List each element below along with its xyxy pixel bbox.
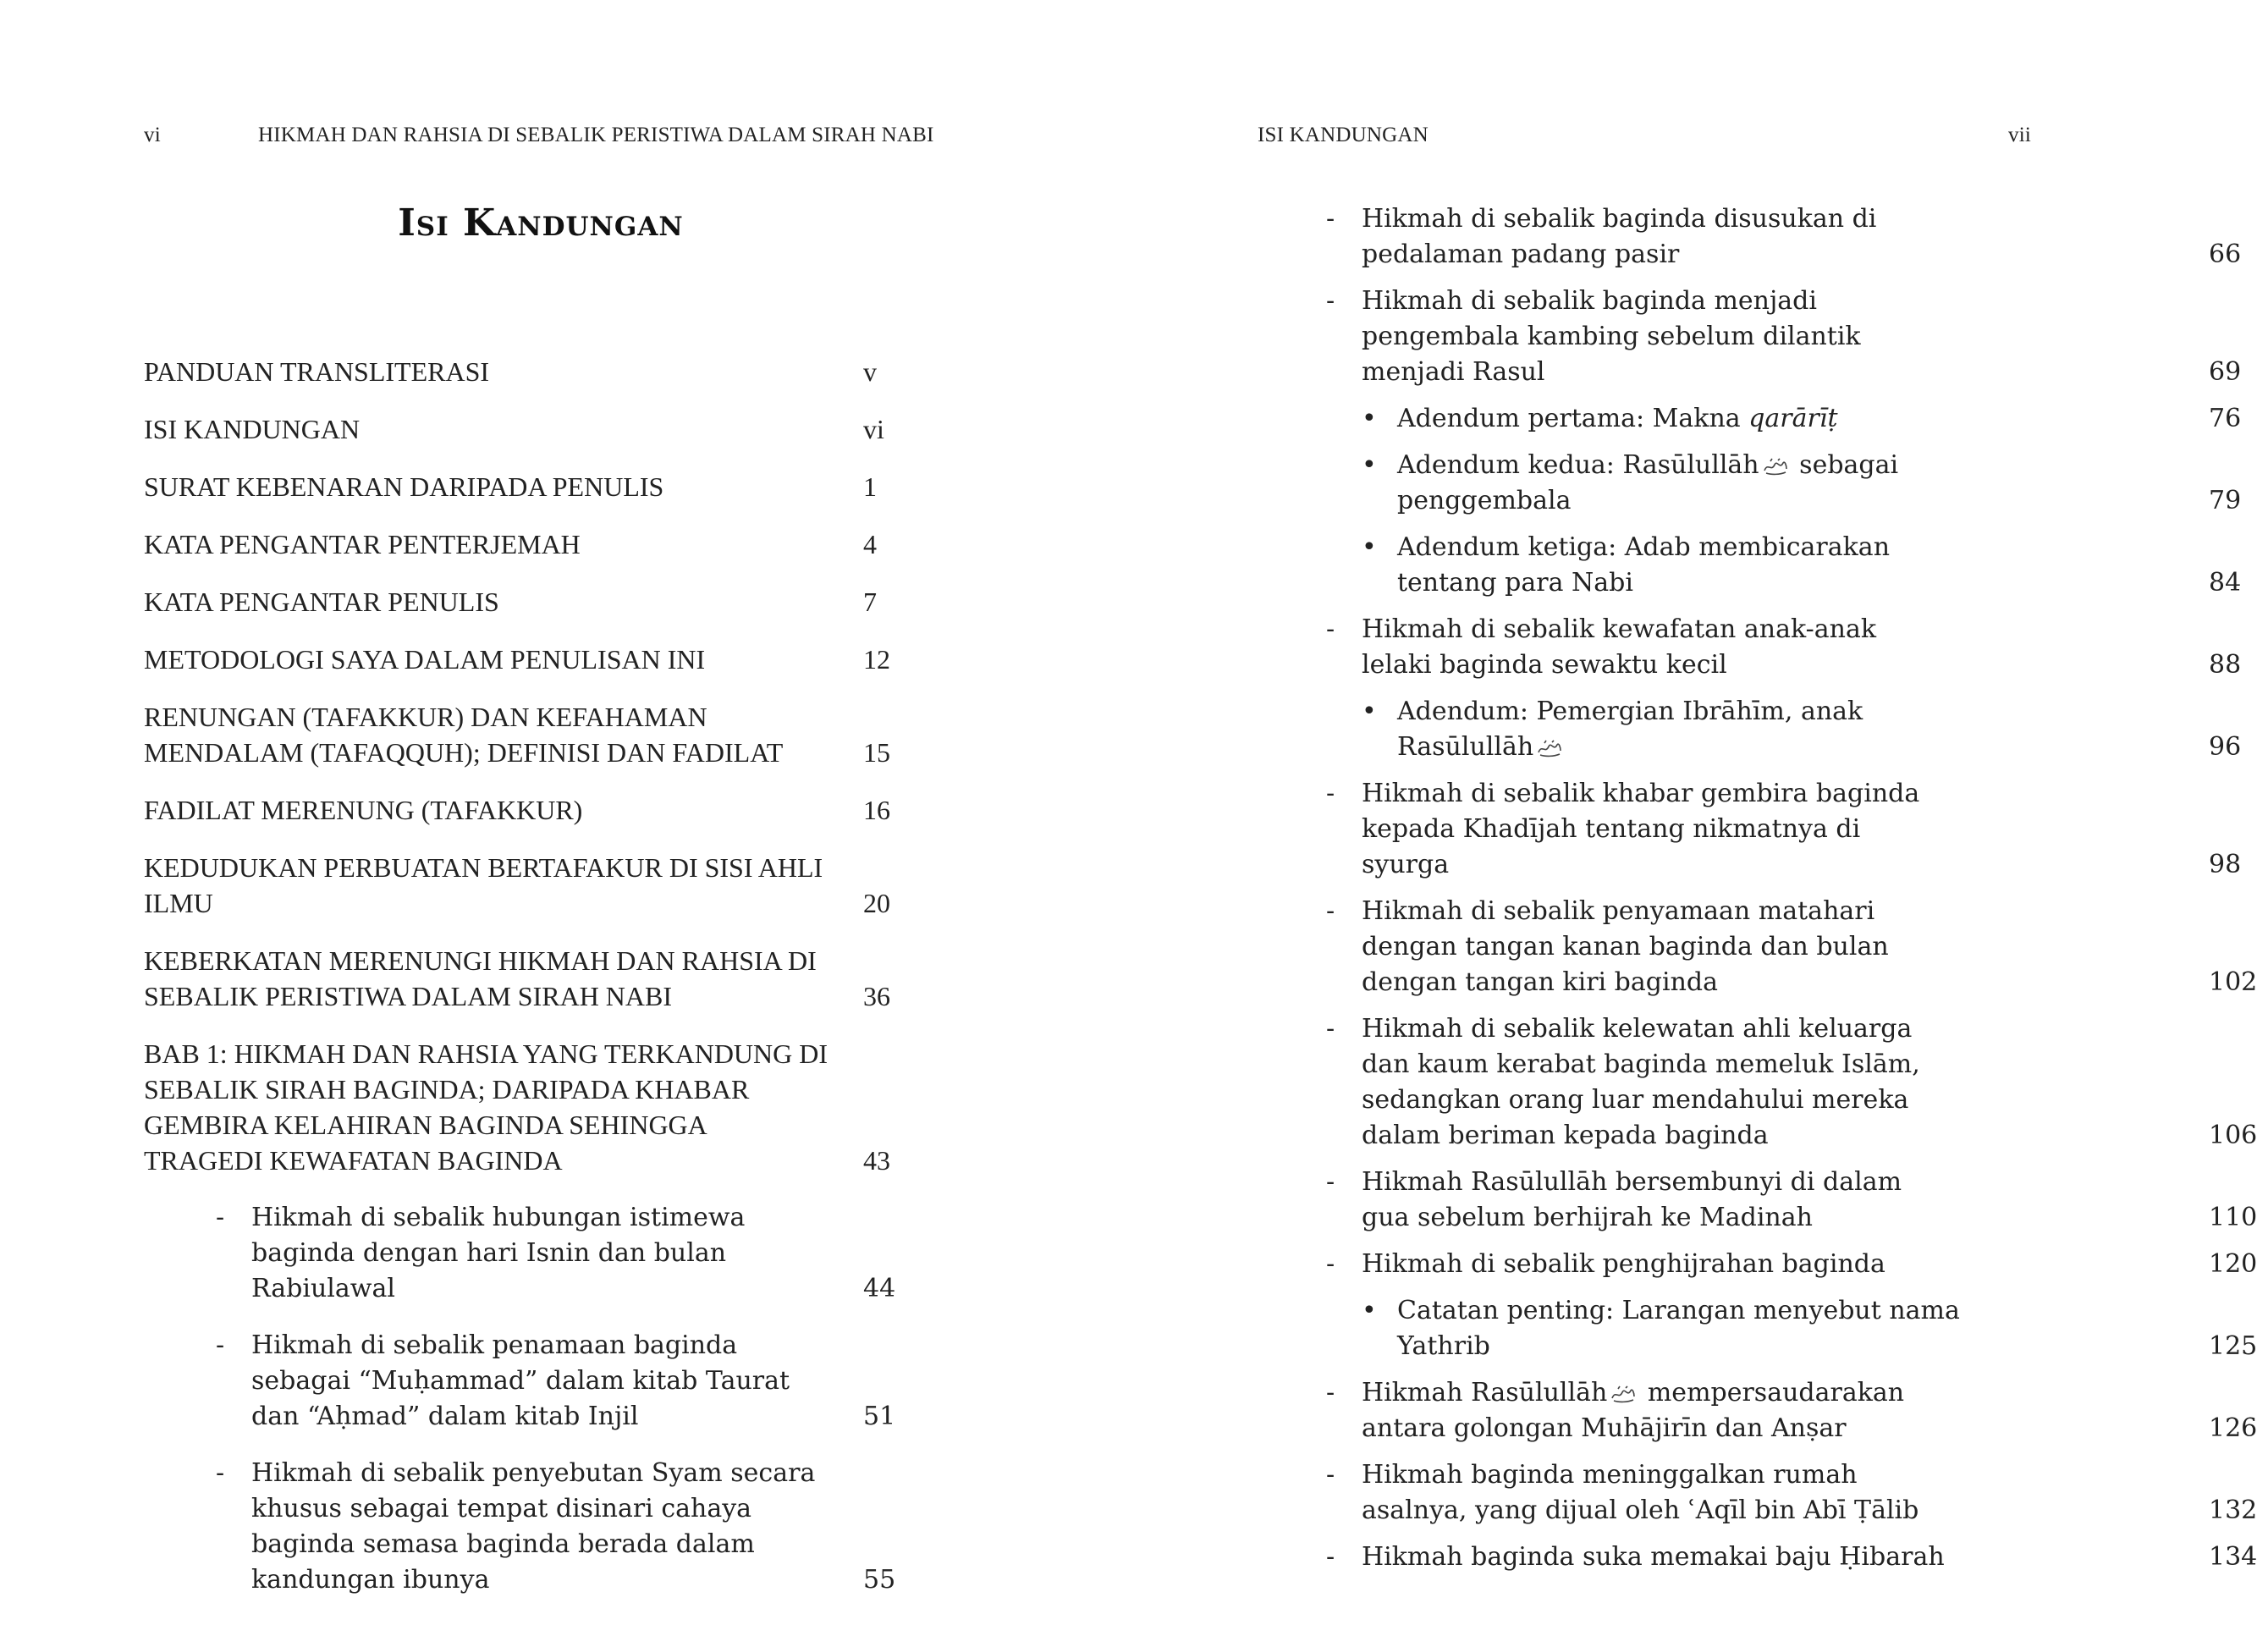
bullet-icon: • — [1362, 404, 1377, 433]
toc-entry[interactable] — [144, 850, 906, 921]
toc-entry-title — [1326, 1375, 1988, 1446]
dash-marker: - — [1326, 286, 1335, 316]
dash-marker: - — [216, 1330, 225, 1360]
toc-entry-title-part: Hikmah Rasūlullāh bersembunyi di dalam gua sebelum berhijrah ke Madinah — [1362, 1167, 1902, 1232]
toc-entry[interactable] — [144, 469, 906, 504]
toc-page-number: vi — [863, 414, 884, 444]
toc-entry-title: KATA PENGANTAR PENTERJEMAH — [144, 529, 581, 559]
toc-entry-title: ISI KANDUNGAN — [144, 414, 361, 444]
toc-page-number: 134 — [2209, 1542, 2258, 1572]
toc-page-number: 4 — [863, 529, 877, 559]
toc-entry-title — [1326, 284, 1988, 390]
dash-marker: - — [1326, 614, 1335, 644]
toc-entry-title: FADILAT MERENUNG (TAFAKKUR) — [144, 795, 583, 825]
toc-entry-title: RENUNGAN (TAFAKKUR) DAN KEFAHAMAN MENDALAM (TAFAQQUH); DEFINISI DAN FADILAT — [144, 702, 784, 768]
toc-page-number: 51 — [863, 1402, 896, 1431]
toc-entry[interactable] — [144, 411, 906, 447]
toc-entry[interactable] — [144, 1036, 906, 1178]
page-number: vii — [2008, 124, 2031, 146]
toc-page-number: 43 — [863, 1145, 890, 1176]
toc-entry[interactable] — [1326, 776, 2268, 883]
toc-page-number: 66 — [2209, 240, 2242, 269]
toc-entry[interactable] — [1326, 894, 2268, 1000]
dash-marker: - — [1326, 896, 1335, 926]
toc-entry-title — [1362, 1293, 2023, 1364]
dash-marker: - — [1326, 1014, 1335, 1044]
dash-marker: - — [216, 1203, 225, 1232]
toc-entry[interactable] — [1326, 1540, 2268, 1575]
toc-page-number: 88 — [2209, 650, 2242, 680]
toc-entry[interactable] — [144, 642, 906, 677]
toc-entry[interactable] — [144, 354, 906, 389]
page-title-text: Isi Kandungan — [398, 201, 684, 245]
toc-page-number: 12 — [863, 644, 890, 675]
toc-entry-title-part: Catatan penting: Larangan menyebut nama Yathrib — [1397, 1296, 1960, 1361]
toc-entry[interactable] — [144, 1456, 906, 1598]
toc-entry-title — [1326, 1011, 1988, 1154]
toc-entry-title — [1326, 1165, 1988, 1236]
toc-entry-title-part: Hikmah baginda meninggalkan rumah asalnya, yang dijual oleh ʿAqīl bin Abī Ṭālib — [1362, 1460, 1919, 1525]
toc-entry[interactable] — [1326, 1011, 2268, 1154]
right-page — [1083, 0, 2258, 1625]
dash-marker: - — [1326, 779, 1335, 808]
toc-entry-title: Hikmah di sebalik penamaan baginda sebagai “Muḥammad” dalam kitab Taurat dan “Aḥmad” dalam kitab Injil — [251, 1330, 790, 1431]
toc-entry[interactable] — [144, 699, 906, 770]
toc-entry-title-part: mempersaudarakan antara golongan Muhājirīn dan Anṣar — [1362, 1378, 1905, 1443]
toc-entry-title: KATA PENGANTAR PENULIS — [144, 587, 499, 617]
dash-marker: - — [1326, 1249, 1335, 1279]
toc-entry[interactable] — [144, 792, 906, 828]
dash-marker: - — [1326, 1460, 1335, 1490]
toc-entry-title-part: Adendum ketiga: Adab membicarakan tentang para Nabi — [1397, 532, 1891, 598]
dash-marker: - — [216, 1458, 225, 1488]
toc-list-right — [1326, 201, 2268, 1586]
toc-entry-title-part: Hikmah di sebalik khabar gembira baginda kepada Khadījah tentang nikmatnya di syurga — [1362, 779, 1920, 879]
toc-entry-title: Hikmah di sebalik penyebutan Syam secara khusus sebagai tempat disinari cahaya baginda semasa baginda berada dalam kandungan ibunya — [251, 1458, 816, 1595]
dash-marker: - — [1326, 1167, 1335, 1197]
toc-entry-title-part: Hikmah di sebalik kewafatan anak-anak lelaki baginda sewaktu kecil — [1362, 614, 1877, 680]
toc-entry[interactable] — [1326, 1375, 2268, 1446]
toc-entry-title — [1326, 1457, 1988, 1529]
toc-entry-title: SURAT KEBENARAN DARIPADA PENULIS — [144, 471, 664, 502]
bullet-icon: • — [1362, 532, 1377, 562]
toc-page-number: 125 — [2209, 1331, 2258, 1361]
toc-page-number: 69 — [2209, 357, 2242, 387]
toc-entry[interactable] — [1326, 1293, 2268, 1364]
toc-entry[interactable] — [144, 526, 906, 562]
toc-entry-title-part: Hikmah di sebalik baginda disusukan di pedalaman padang pasir — [1362, 204, 1877, 269]
toc-page-number: 16 — [863, 795, 890, 825]
toc-entry-title — [1362, 448, 2023, 519]
toc-entry-title-part: Hikmah Rasūlullāh — [1362, 1378, 1608, 1407]
toc-entry-title-part: Hikmah di sebalik penyamaan matahari dengan tangan kanan baginda dan bulan dengan tangan kiri baginda — [1362, 896, 1889, 997]
bullet-icon: • — [1362, 1296, 1377, 1325]
toc-page-number: 76 — [2209, 404, 2242, 433]
toc-page-number: 36 — [863, 981, 890, 1011]
toc-page-number: 110 — [2209, 1203, 2258, 1232]
toc-page-number: 98 — [2209, 850, 2242, 879]
toc-entry-title — [1326, 1247, 1988, 1282]
toc-entry[interactable] — [1326, 694, 2268, 765]
toc-entry-title-part: Hikmah di sebalik penghijrahan baginda — [1362, 1249, 1885, 1279]
toc-page-number: 44 — [863, 1274, 896, 1303]
toc-entry[interactable] — [1326, 1165, 2268, 1236]
toc-entry[interactable] — [144, 1200, 906, 1307]
dash-marker: - — [1326, 204, 1335, 234]
toc-entry-title — [1326, 201, 1988, 273]
toc-entry-title — [1362, 530, 2023, 601]
toc-page-number: 79 — [2209, 486, 2242, 515]
toc-entry-title-part: sebagai penggembala — [1397, 450, 1899, 515]
toc-page-number: 102 — [2209, 967, 2258, 997]
toc-entry[interactable] — [1326, 201, 2268, 273]
toc-entry[interactable] — [144, 584, 906, 620]
toc-entry[interactable] — [144, 1328, 906, 1435]
dash-marker: - — [1326, 1542, 1335, 1572]
toc-entry-title — [1362, 694, 2023, 765]
toc-entry[interactable] — [1326, 1247, 2268, 1282]
bullet-icon: • — [1362, 450, 1377, 480]
toc-entry[interactable] — [1326, 530, 2268, 601]
toc-page-number: 120 — [2209, 1249, 2258, 1279]
toc-entry-title: BAB 1: HIKMAH DAN RAHSIA YANG TERKANDUNG DI SEBALIK SIRAH BAGINDA; DARIPADA KHABAR GEMBIRA KELAHIRAN BAGINDA SEHINGGA TRAGEDI KEWAFATAN BAGINDA — [144, 1038, 828, 1176]
toc-page-number: 126 — [2209, 1413, 2258, 1443]
toc-page-number: 106 — [2209, 1121, 2258, 1150]
page-number: vi — [144, 124, 161, 146]
dash-marker: - — [1326, 1378, 1335, 1407]
left-page — [0, 0, 1083, 1625]
salutation-glyph-icon — [1610, 1385, 1636, 1403]
toc-page-number: v — [863, 356, 877, 387]
toc-entry-title: METODOLOGI SAYA DALAM PENULISAN INI — [144, 644, 706, 675]
toc-entry-title-part: Adendum pertama: Makna — [1397, 404, 1749, 433]
toc-entry-title — [1362, 401, 2023, 437]
toc-entry-title: PANDUAN TRANSLITERASI — [144, 356, 490, 387]
page-title — [0, 201, 1083, 245]
toc-page-number: 96 — [2209, 732, 2242, 762]
salutation-glyph-icon — [1537, 739, 1562, 757]
toc-list-left — [144, 354, 906, 1619]
toc-entry-title: KEBERKATAN MERENUNGI HIKMAH DAN RAHSIA DI SEBALIK PERISTIWA DALAM SIRAH NABI — [144, 945, 817, 1011]
toc-page-number: 132 — [2209, 1496, 2258, 1525]
toc-entry[interactable] — [1326, 284, 2268, 390]
toc-entry-title-part: Adendum kedua: Rasūlullāh — [1397, 450, 1759, 480]
toc-entry-title: KEDUDUKAN PERBUATAN BERTAFAKUR DI SISI AHLI ILMU — [144, 852, 823, 918]
toc-page-number: 84 — [2209, 568, 2242, 598]
running-title: HIKMAH DAN RAHSIA DI SEBALIK PERISTIWA DALAM SIRAH NABI — [258, 124, 934, 146]
toc-entry[interactable] — [1326, 1457, 2268, 1529]
toc-entry[interactable] — [1326, 612, 2268, 683]
toc-entry-title: Hikmah di sebalik hubungan istimewa baginda dengan hari Isnin dan bulan Rabiulawal — [251, 1203, 746, 1303]
toc-entry-title-part: Hikmah di sebalik kelewatan ahli keluarga dan kaum kerabat baginda memeluk Islām, sedangkan orang luar mendahului mereka dalam beriman kepada baginda — [1362, 1014, 1920, 1150]
toc-page-number: 20 — [863, 888, 890, 918]
toc-page-number: 7 — [863, 587, 877, 617]
toc-page-number: 55 — [863, 1565, 896, 1595]
toc-entry-title — [1326, 776, 1988, 883]
toc-entry-title-part: Hikmah baginda suka memakai baju Ḥibarah — [1362, 1542, 1945, 1572]
toc-entry[interactable] — [144, 943, 906, 1014]
toc-entry-title-part: Adendum: Pemergian Ibrāhīm, anak Rasūlullāh — [1397, 697, 1863, 762]
toc-entry-italic-term: qarārīṭ — [1748, 404, 1838, 433]
toc-entry-title — [1326, 894, 1988, 1000]
bullet-icon: • — [1362, 697, 1377, 726]
toc-entry-title — [1326, 1540, 1988, 1575]
toc-entry[interactable] — [1326, 448, 2268, 519]
toc-entry-title — [1326, 612, 1988, 683]
toc-entry-title-part: Hikmah di sebalik baginda menjadi pengembala kambing sebelum dilantik menjadi Rasul — [1362, 286, 1861, 387]
salutation-glyph-icon — [1763, 457, 1788, 476]
toc-entry[interactable] — [1326, 401, 2268, 437]
toc-page-number: 15 — [863, 737, 890, 768]
toc-page-number: 1 — [863, 471, 877, 502]
running-title: ISI KANDUNGAN — [1258, 124, 1429, 146]
